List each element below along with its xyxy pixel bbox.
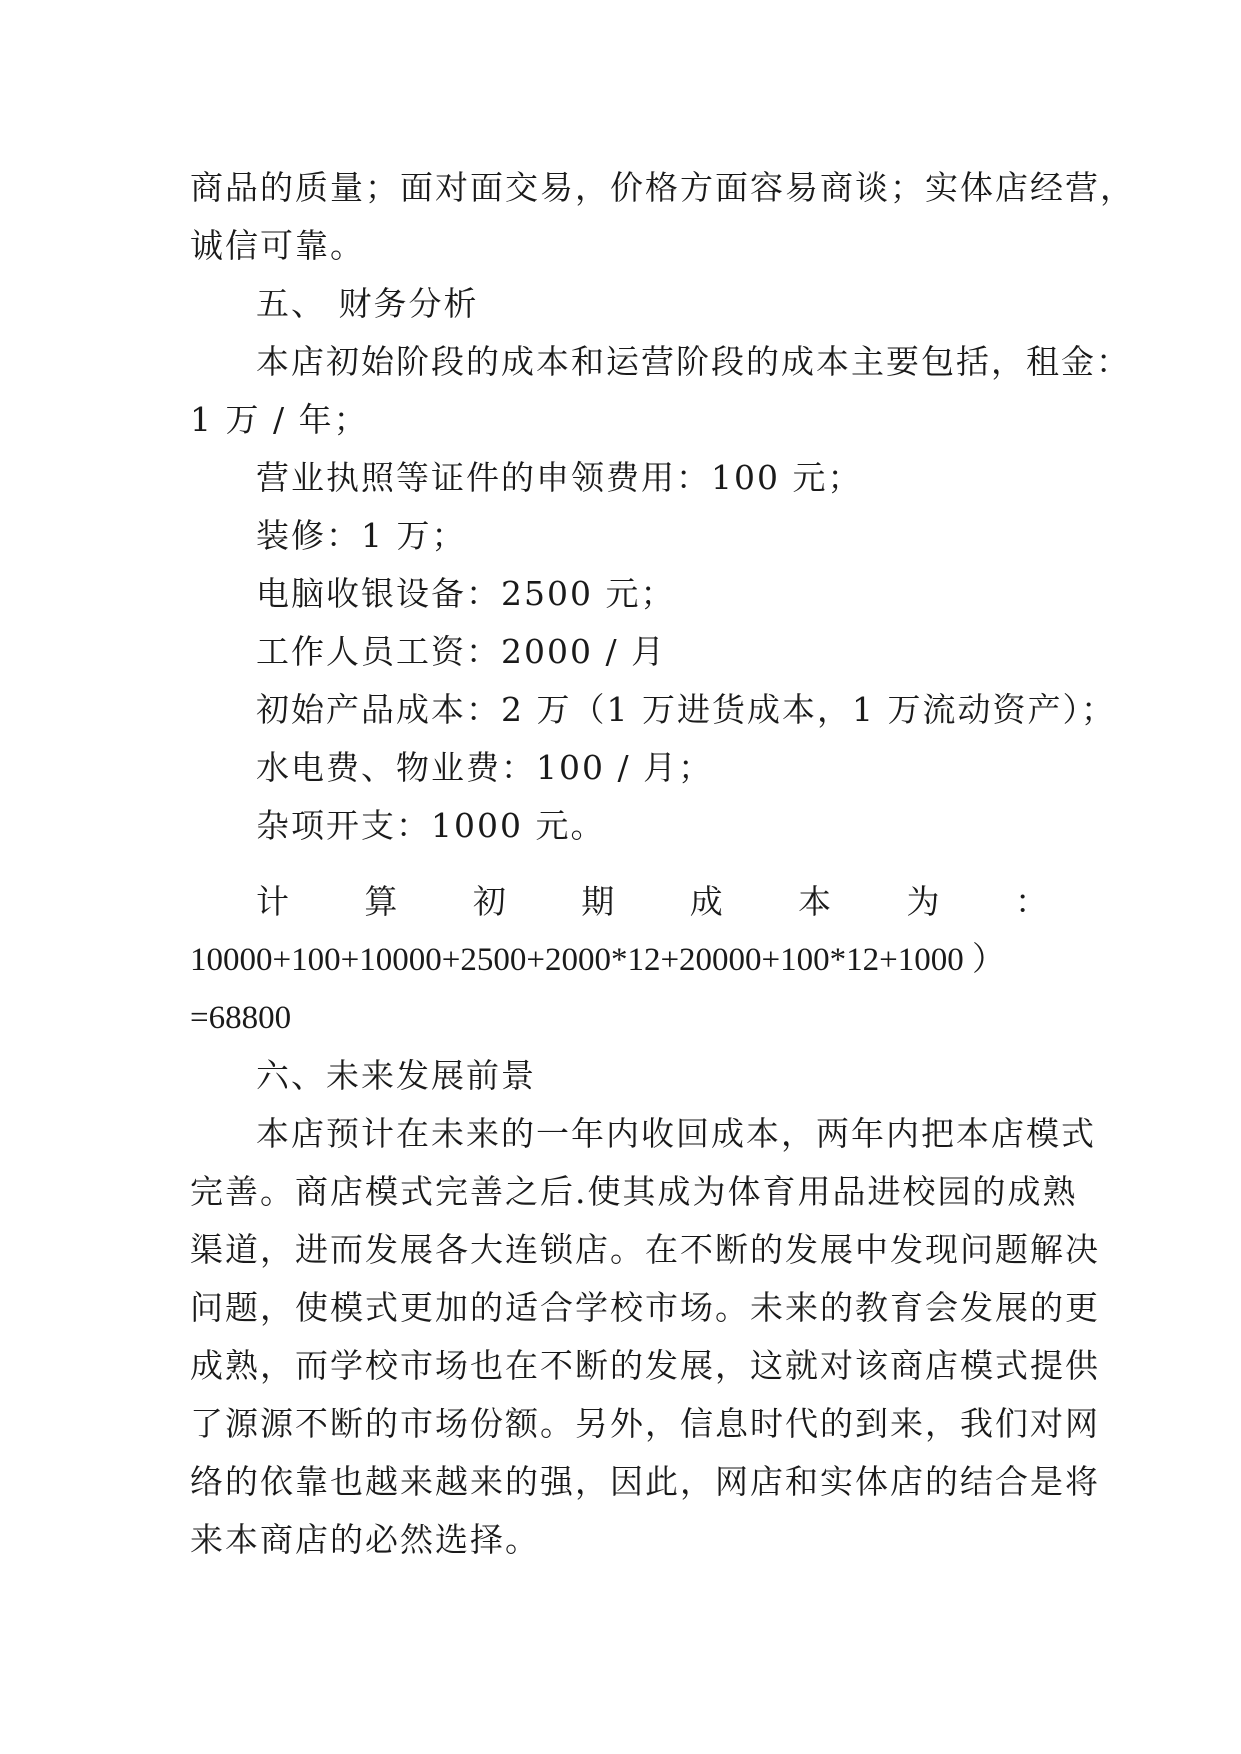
- paragraph-line: 诚信可靠。: [190, 226, 365, 265]
- paragraph-line: 装修：1 万；: [256, 516, 467, 555]
- calc-label-char: ：: [1014, 882, 1048, 921]
- paragraph-line: 初始产品成本：2 万（1 万进货成本，1 万流动资产）；: [256, 690, 1116, 729]
- section-heading: 五、 财务分析: [256, 284, 479, 323]
- paragraph-line: 工作人员工资：2000 / 月: [256, 632, 667, 671]
- paragraph-line: 络的依靠也越来越来的强，因此，网店和实体店的结合是将: [190, 1462, 1100, 1501]
- paragraph-line: 渠道，进而发展各大连锁店。在不断的发展中发现问题解决: [190, 1230, 1100, 1269]
- calc-label-char: 期: [581, 882, 615, 921]
- paragraph-line: 商品的质量；面对面交易，价格方面容易商谈；实体店经营，: [190, 168, 1135, 207]
- paragraph-line: 问题，使模式更加的适合学校市场。未来的教育会发展的更: [190, 1288, 1100, 1327]
- paragraph-line: 电脑收银设备：2500 元；: [256, 574, 676, 613]
- paragraph-line: 来本商店的必然选择。: [190, 1520, 540, 1559]
- paragraph-line: 杂项开支：1000 元。: [256, 806, 606, 845]
- calc-label-line: [256, 880, 1048, 924]
- calc-label-char: 计: [256, 882, 289, 921]
- calc-result: =68800: [190, 1000, 292, 1036]
- section-heading: 六、未来发展前景: [256, 1056, 536, 1095]
- calc-formula: 10000+100+10000+2500+2000*12+20000+100*12+1000 ）: [190, 942, 1006, 978]
- calc-label-char: 本: [798, 882, 832, 921]
- calc-label-char: 成: [689, 882, 723, 921]
- paragraph-line: 营业执照等证件的申领费用：100 元；: [256, 458, 863, 497]
- paragraph-line: 了源源不断的市场份额。另外，信息时代的到来，我们对网: [190, 1404, 1100, 1443]
- paragraph-line: 成熟，而学校市场也在不断的发展，这就对该商店模式提供: [190, 1346, 1100, 1385]
- paragraph-line: 完善。商店模式完善之后.使其成为体育用品进校园的成熟: [190, 1172, 1078, 1211]
- paragraph-line: 本店预计在未来的一年内收回成本，两年内把本店模式: [256, 1114, 1096, 1153]
- calc-label-char: 算: [364, 882, 398, 921]
- calc-label-char: 初: [472, 882, 506, 921]
- calc-label-char: 为: [906, 882, 940, 921]
- paragraph-line: 1 万 / 年；: [190, 400, 369, 439]
- paragraph-line: 水电费、物业费：100 / 月；: [256, 748, 714, 787]
- paragraph-line: 本店初始阶段的成本和运营阶段的成本主要包括，租金：: [256, 342, 1131, 381]
